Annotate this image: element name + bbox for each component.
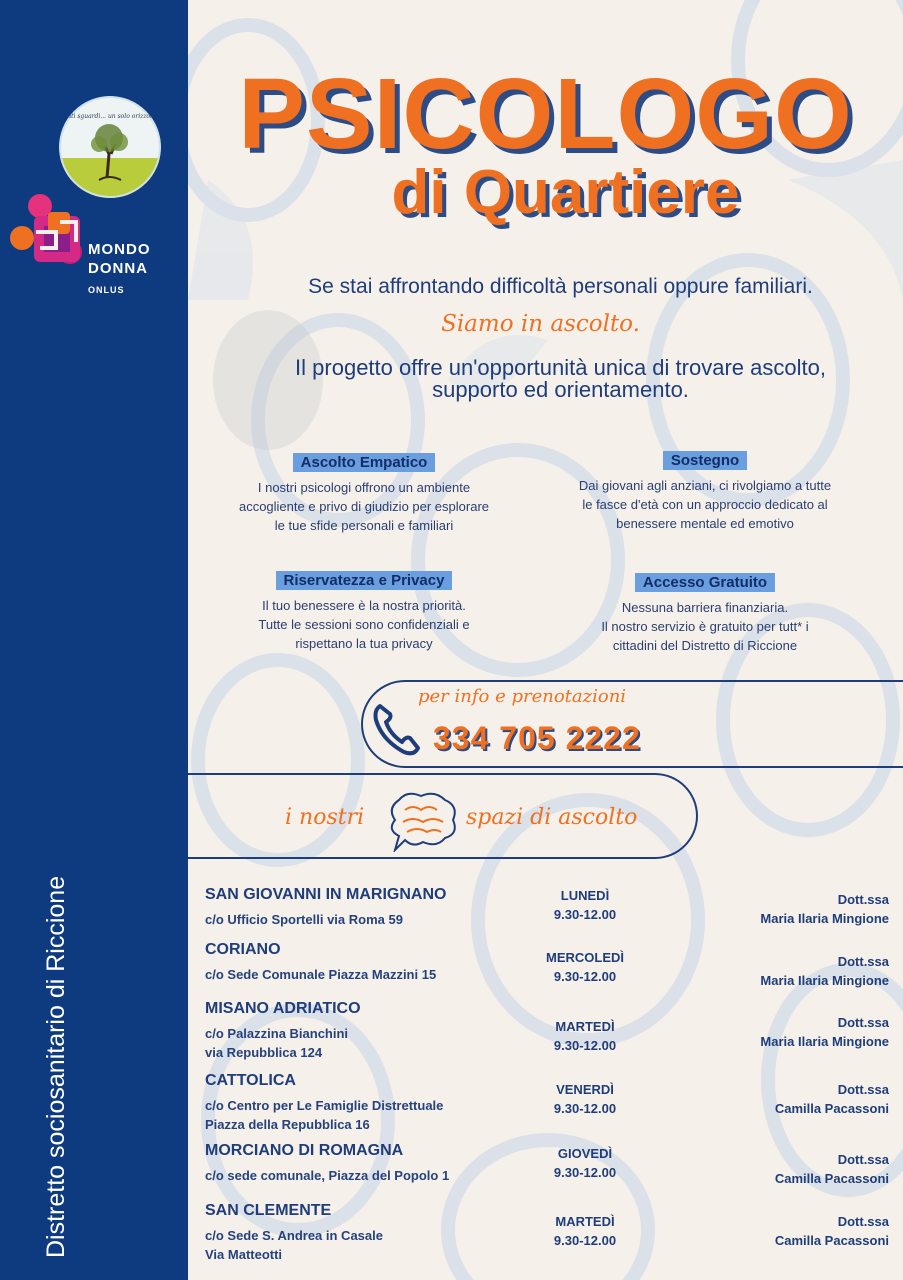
schedule-time: 9.30-12.00 xyxy=(553,907,617,922)
feature-title: Riservatezza e Privacy xyxy=(276,571,453,590)
doctor-title: Dott.ssa xyxy=(837,892,889,907)
feature-title: Accesso Gratuito xyxy=(635,573,775,592)
doctor-title: Dott.ssa xyxy=(837,1214,889,1229)
org-name-line2: DONNA xyxy=(88,260,148,277)
location-schedule xyxy=(520,1017,650,1055)
location-schedule xyxy=(520,1080,650,1118)
feature-line: I nostri psicologi offrono un ambiente xyxy=(257,480,471,495)
spaces-heading-left: i nostri xyxy=(285,805,365,830)
feature-title: Sostegno xyxy=(663,451,747,470)
schedule-day: GIOVEDÌ xyxy=(557,1146,613,1161)
doctor-title: Dott.ssa xyxy=(837,954,889,969)
schedule-time: 9.30-12.00 xyxy=(553,1233,617,1248)
location-city: CORIANO xyxy=(205,941,281,958)
feature-body xyxy=(204,596,524,653)
listening-script: Siamo in ascolto. xyxy=(441,311,640,337)
brain-speech-bubble-icon xyxy=(383,790,463,852)
doctor-name: Maria Ilaria Mingione xyxy=(760,1034,889,1049)
doctor-name: Maria Ilaria Mingione xyxy=(760,911,889,926)
feature-riservatezza-privacy xyxy=(204,571,524,653)
location-doctor xyxy=(760,890,889,928)
svg-text:Tanti sguardi... un solo orizz: Tanti sguardi... un solo orizzonte xyxy=(60,113,160,120)
location-doctor xyxy=(775,1080,889,1118)
doctor-title: Dott.ssa xyxy=(837,1015,889,1030)
location-schedule xyxy=(520,948,650,986)
doctor-name: Maria Ilaria Mingione xyxy=(760,973,889,988)
location-doctor xyxy=(760,952,889,990)
feature-line: benessere mentale ed emotivo xyxy=(616,516,794,531)
phone-icon xyxy=(370,700,424,758)
address-line: c/o Palazzina Bianchini xyxy=(205,1026,349,1041)
location-city: MORCIANO DI ROMAGNA xyxy=(205,1142,404,1159)
feature-line: cittadini del Distretto di Riccione xyxy=(612,638,798,653)
location-address xyxy=(205,1024,348,1062)
offer-line-2: supporto ed orientamento. xyxy=(432,377,689,402)
schedule-time: 9.30-12.00 xyxy=(553,969,617,984)
location-city: MISANO ADRIATICO xyxy=(205,1000,361,1017)
org-name-line1: MONDO xyxy=(88,241,151,258)
feature-body xyxy=(545,598,865,655)
contact-label: per info e prenotazioni xyxy=(418,686,627,707)
location-doctor xyxy=(775,1150,889,1188)
location-address xyxy=(205,1166,449,1185)
feature-accesso-gratuito xyxy=(545,573,865,655)
schedule-day: MARTEDÌ xyxy=(555,1019,615,1034)
doctor-name: Camilla Pacassoni xyxy=(774,1171,889,1186)
location-city: SAN GIOVANNI IN MARIGNANO xyxy=(205,886,447,903)
feature-line: accogliente e privo di giudizio per esplorare xyxy=(238,499,490,514)
feature-ascolto-empatico xyxy=(204,453,524,535)
doctor-title: Dott.ssa xyxy=(837,1082,889,1097)
page-title: PSICOLOGO xyxy=(238,58,853,170)
address-line: c/o Ufficio Sportelli via Roma 59 xyxy=(205,912,403,927)
feature-body xyxy=(545,476,865,533)
location-doctor xyxy=(760,1013,889,1051)
sidebar xyxy=(0,0,188,1280)
feature-line: Nessuna barriera finanziaria. xyxy=(621,600,789,615)
offer-text xyxy=(188,357,903,401)
address-line: Via Matteotti xyxy=(205,1247,283,1262)
olive-tree-logo xyxy=(59,96,161,198)
location-city: CATTOLICA xyxy=(205,1072,296,1089)
feature-line: rispettano la tua privacy xyxy=(295,636,433,651)
address-line: c/o Sede S. Andrea in Casale xyxy=(205,1228,383,1243)
schedule-day: VENERDÌ xyxy=(556,1082,614,1097)
feature-line: le fasce d'età con un approccio dedicato al xyxy=(582,497,828,512)
schedule-time: 9.30-12.00 xyxy=(553,1165,617,1180)
feature-title: Ascolto Empatico xyxy=(293,453,436,472)
location-city: SAN CLEMENTE xyxy=(205,1202,332,1219)
phone-number[interactable]: 334 705 2222 xyxy=(433,720,641,756)
district-vertical-label: Distretto sociosanitario di Riccione xyxy=(42,875,70,1258)
location-schedule xyxy=(520,1212,650,1250)
schedule-day: MERCOLEDÌ xyxy=(546,950,624,965)
feature-sostegno xyxy=(545,451,865,533)
schedule-day: LUNEDÌ xyxy=(560,888,610,903)
location-schedule xyxy=(520,1144,650,1182)
address-line: c/o Sede Comunale Piazza Mazzini 15 xyxy=(205,967,437,982)
feature-line: le tue sfide personali e familiari xyxy=(274,518,454,533)
schedule-time: 9.30-12.00 xyxy=(553,1101,617,1116)
doctor-name: Camilla Pacassoni xyxy=(774,1233,889,1248)
feature-line: Il nostro servizio è gratuito per tutt* i xyxy=(601,619,809,634)
address-line: Piazza della Repubblica 16 xyxy=(205,1117,370,1132)
feature-line: Dai giovani agli anziani, ci rivolgiamo a tutte xyxy=(578,478,832,493)
feature-line: Il tuo benessere è la nostra priorità. xyxy=(262,598,466,613)
address-line: via Repubblica 124 xyxy=(205,1045,323,1060)
org-subtitle: ONLUS xyxy=(88,285,125,295)
mondo-donna-logo xyxy=(10,192,100,278)
location-address xyxy=(205,1096,443,1134)
location-address xyxy=(205,910,403,929)
page-subtitle: di Quartiere xyxy=(391,158,740,227)
location-doctor xyxy=(775,1212,889,1250)
feature-line: Tutte le sessioni sono confidenziali e xyxy=(258,617,470,632)
feature-body xyxy=(204,478,524,535)
location-address xyxy=(205,1226,383,1264)
offer-line-1: Il progetto offre un'opportunità unica di trovare ascolto, xyxy=(295,355,826,380)
doctor-title: Dott.ssa xyxy=(837,1152,889,1167)
doctor-name: Camilla Pacassoni xyxy=(774,1101,889,1116)
schedule-day: MARTEDÌ xyxy=(555,1214,615,1229)
location-address xyxy=(205,965,436,984)
org-name xyxy=(88,240,151,278)
spaces-heading-right: spazi di ascolto xyxy=(466,805,638,830)
intro-line: Se stai affrontando difficoltà personali oppure familiari. xyxy=(308,275,813,298)
schedule-time: 9.30-12.00 xyxy=(553,1038,617,1053)
location-schedule xyxy=(520,886,650,924)
address-line: c/o sede comunale, Piazza del Popolo 1 xyxy=(205,1168,450,1183)
address-line: c/o Centro per Le Famiglie Distrettuale xyxy=(205,1098,444,1113)
